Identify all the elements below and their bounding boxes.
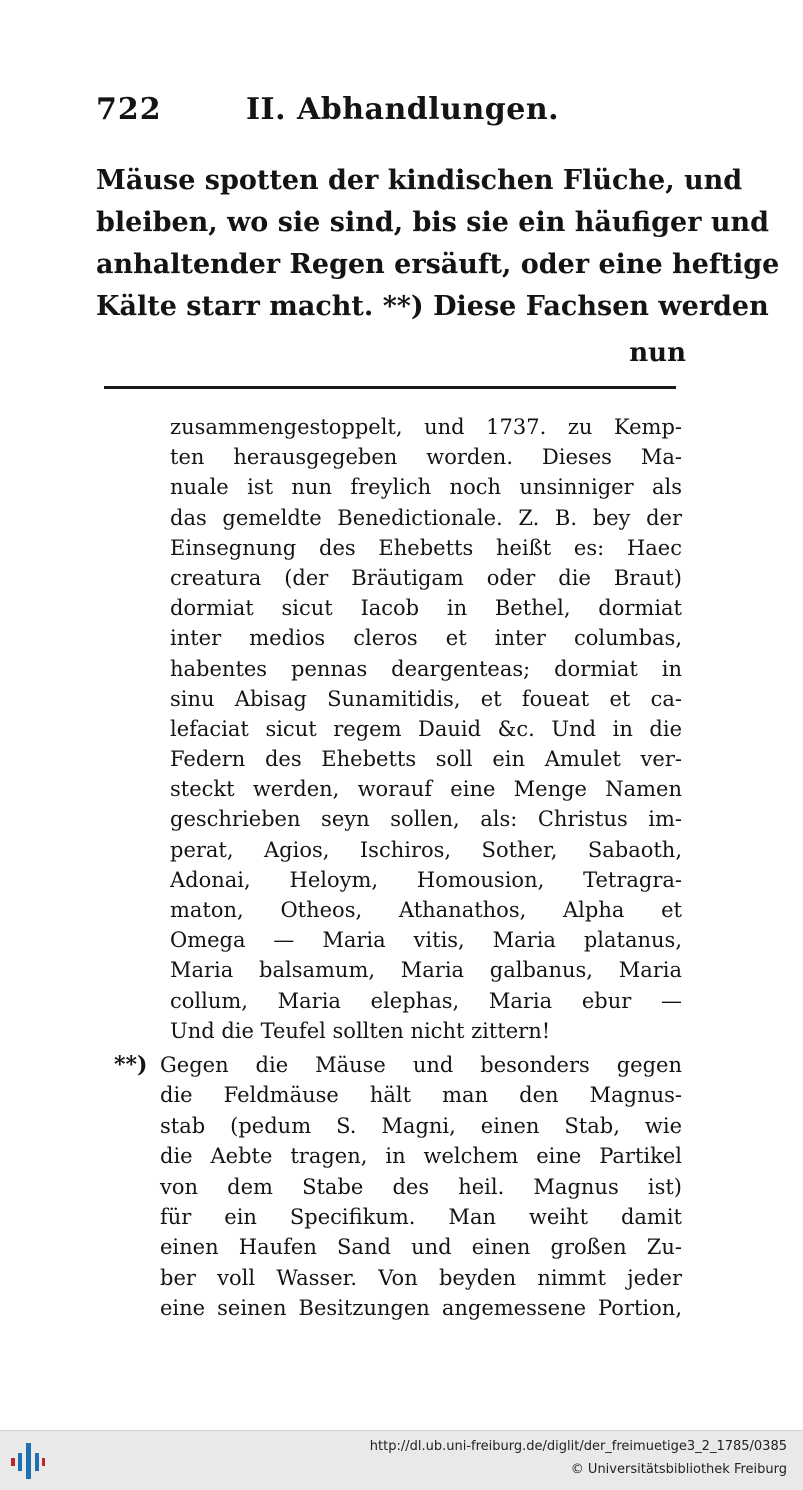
footnote-line: Gegen die Mäuse und besonders gegen — [160, 1053, 682, 1077]
footnote-line: Maria balsamum, Maria galbanus, Maria — [170, 958, 682, 983]
catchword: nun — [629, 338, 686, 368]
main-text-line: Kälte starr macht. **) Diese Fachsen werden — [96, 291, 769, 322]
footnote-line: Omega — Maria vitis, Maria platanus, — [170, 928, 682, 953]
page-header — [96, 92, 686, 132]
document-url-link[interactable]: http://dl.ub.uni-freiburg.de/diglit/der_freimuetige3_2_1785/0385 — [369, 1439, 787, 1454]
footnote-continuation — [170, 412, 682, 1046]
footnote-line: das gemeldte Benedictionale. Z. B. bey der — [170, 505, 682, 530]
footnote-line: Adonai, Heloym, Homousion, Tetragra- — [170, 867, 682, 892]
main-text-line: anhaltender Regen ersäuft, oder eine heftige — [96, 249, 780, 280]
main-text-line: Mäuse spotten der kindischen Flüche, und — [96, 165, 743, 196]
footnote-line: einen Haufen Sand und einen großen Zu- — [160, 1235, 682, 1260]
footnote-line: ten herausgegeben worden. Dieses Ma- — [170, 445, 682, 470]
viewer-footer — [0, 1430, 803, 1490]
footnote-line: inter medios cleros et inter columbas, — [170, 626, 682, 651]
footnote-line: die Feldmäuse hält man den Magnus- — [160, 1083, 682, 1108]
footnote-divider — [104, 386, 676, 389]
footnote-line: eine seinen Besitzungen angemessene Portion, — [160, 1296, 682, 1321]
footnote-line: Einsegnung des Ehebetts heißt es: Haec — [170, 535, 682, 560]
footnote-line: lefaciat sicut regem Dauid &c. Und in die — [170, 716, 682, 741]
footnote-line: maton, Otheos, Athanathos, Alpha et — [170, 898, 682, 922]
footnote-line: dormiat sicut Iacob in Bethel, dormiat — [170, 596, 682, 621]
footnote-line: sinu Abisag Sunamitidis, et foueat et ca- — [170, 686, 682, 711]
footnote-line: creatura (der Bräutigam oder die Braut) — [170, 565, 682, 590]
footnote-marker: **) — [114, 1052, 148, 1078]
footnote-line: für ein Specifikum. Man weiht damit — [160, 1204, 682, 1229]
footnote-line: nuale ist nun freylich noch unsinniger als — [170, 475, 682, 500]
running-title: II. Abhandlungen. — [246, 92, 560, 127]
main-text-block — [96, 160, 780, 328]
copyright-notice: © Universitätsbibliothek Freiburg — [570, 1462, 787, 1477]
footnote-line: habentes pennas deargenteas; dormiat in — [170, 656, 682, 681]
main-text-line: bleiben, wo sie sind, bis sie ein häufiger und — [96, 207, 769, 238]
footnote-line: perat, Agios, Ischiros, Sother, Sabaoth, — [170, 837, 682, 862]
footnote-line: stab (pedum S. Magni, einen Stab, wie — [160, 1113, 682, 1138]
footnote-line: Federn des Ehebetts soll ein Amulet ver- — [170, 747, 682, 772]
footnote-body — [160, 1050, 682, 1324]
footnote-line: collum, Maria elephas, Maria ebur — — [170, 988, 682, 1013]
footnote-line: ber voll Wasser. Von beyden nimmt jeder — [160, 1265, 682, 1290]
footnote-line: Und die Teufel sollten nicht zittern! — [170, 1018, 551, 1043]
footnote-line: von dem Stabe des heil. Magnus ist) — [160, 1174, 682, 1199]
ub-freiburg-logo-icon[interactable] — [10, 1443, 46, 1479]
footnote-line: steckt werden, worauf eine Menge Namen — [170, 777, 682, 802]
footnote-line: geschrieben seyn sollen, als: Christus im- — [170, 807, 682, 832]
footnote-line: die Aebte tragen, in welchem eine Partikel — [160, 1144, 682, 1169]
page-number: 722 — [96, 92, 162, 127]
footnote-line: zusammengestoppelt, und 1737. zu Kemp- — [170, 415, 682, 439]
